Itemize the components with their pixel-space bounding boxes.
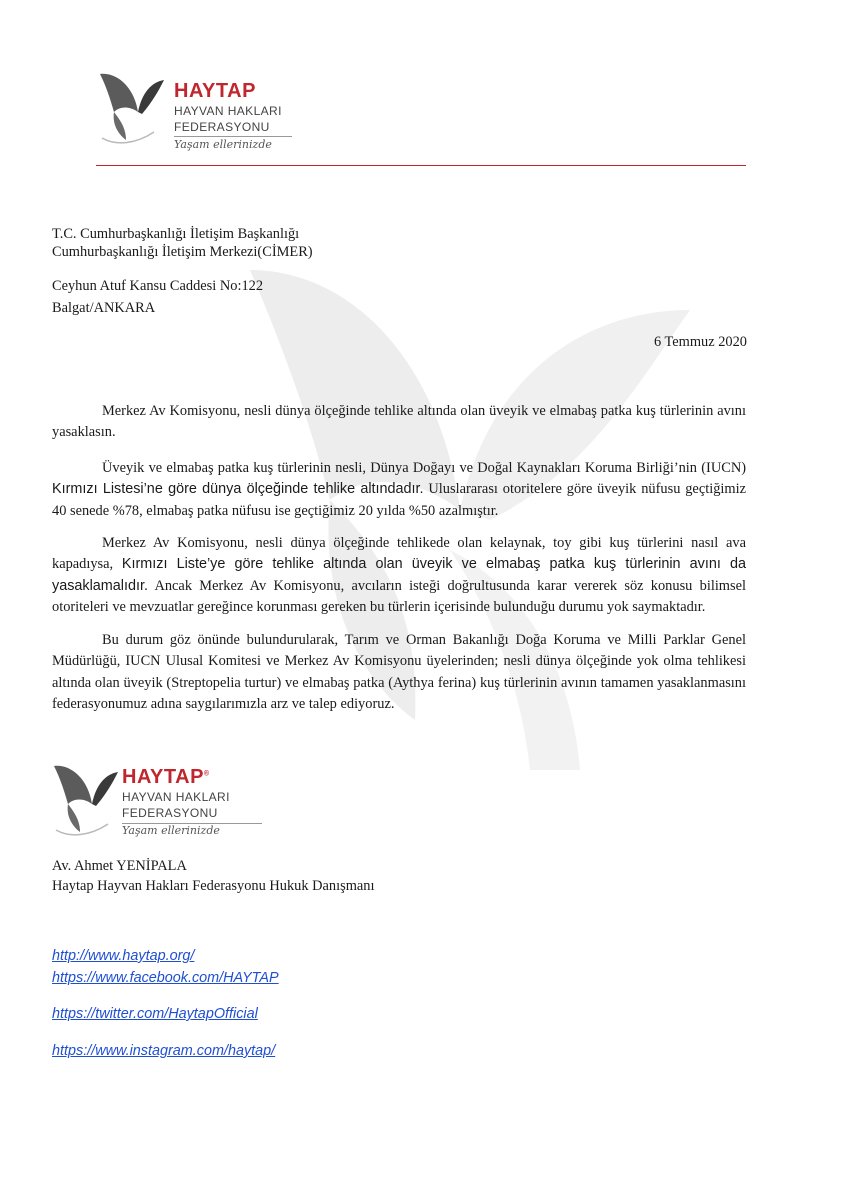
- body-paragraph-1: Merkez Av Komisyonu, nesli dünya ölçeğinde tehlike altında olan üveyik ve elmabaş patka kuş türlerinin avını yasaklasın.: [52, 403, 746, 441]
- body-paragraph-3-part-3: Ancak Merkez Av Komisyonu, avcıların isteği doğrultusunda karar vererek söz konusu bilimsel otoriteleri ve mevzuatlar gereğince korunması gereken bu türlerin içerisinde bulunduğu durumu yok saymaktadır.: [52, 577, 746, 615]
- header-divider: [96, 165, 746, 166]
- body-paragraph-3-part-1: Merkez Av Komisyonu, nesli dünya ölçeğinde tehlikede olan kelaynak, toy gibi kuş türlerini nasıl ava kapadıysa,: [52, 535, 746, 573]
- haytap-logo-header: [96, 68, 306, 158]
- recipient-line-2: Cumhurbaşkanlığı İletişim Merkezi(CİMER): [52, 244, 313, 260]
- body-paragraph-4: Bu durum göz önünde bulundurularak, Tarım ve Orman Bakanlığı Doğa Koruma ve Milli Parklar Genel Müdürlüğü, IUCN Ulusal Komitesi ve Merkez Av Komisyonu üyelerinden; nesli dünya ölçeğinde yok olma tehlikesi altında olan üveyik (Streptopelia turtur) ve elmabaş patka (Aythya ferina) kuş türlerinin avının tamamen yasaklanmasını federasyonumuz adına saygılarımızla arz ve talep ediyoruz.: [52, 632, 746, 712]
- twitter-link[interactable]: https://twitter.com/HaytapOfficial: [52, 1006, 258, 1022]
- butterfly-logo-icon: [96, 68, 166, 148]
- website-link[interactable]: http://www.haytap.org/: [52, 948, 195, 964]
- butterfly-logo-icon: [50, 760, 120, 840]
- logo-brand: HAYTAP: [174, 80, 256, 102]
- facebook-link[interactable]: https://www.facebook.com/HAYTAP: [52, 970, 279, 986]
- recipient-address-2: Balgat/ANKARA: [52, 300, 156, 316]
- recipient-address-1: Ceyhun Atuf Kansu Caddesi No:122: [52, 278, 264, 294]
- recipient-line-1: T.C. Cumhurbaşkanlığı İletişim Başkanlığı: [52, 226, 300, 242]
- logo-line-1: HAYVAN HAKLARI: [122, 790, 230, 804]
- logo-line-2: FEDERASYONU: [174, 120, 270, 134]
- logo-divider: [174, 136, 292, 137]
- registered-mark: ®: [203, 770, 210, 778]
- body-paragraph-2-part-3: Uluslararası otoritelere göre üveyik nüfusu geçtiğimiz 40 senede %78, elmabaş patka nüfusu ise geçtiğimiz 20 yılda %50 azalmıştır.: [52, 481, 746, 519]
- signer-title: Haytap Hayvan Hakları Federasyonu Hukuk Danışmanı: [52, 878, 375, 894]
- body-paragraph-3-part-2: Kırmızı Liste’ye göre tehlike altında olan üveyik ve elmabaş patka kuş türlerinin avını da yasaklamalıdır.: [52, 556, 746, 594]
- logo-brand: [122, 766, 210, 789]
- logo-tagline: Yaşam ellerinizde: [122, 824, 220, 837]
- body-paragraph-2-part-2: Kırmızı Listesi’ne göre dünya ölçeğinde tehlike altındadır.: [52, 481, 424, 498]
- body-paragraph-2: [52, 458, 746, 522]
- haytap-logo-signature: [50, 760, 265, 845]
- logo-line-1: HAYVAN HAKLARI: [174, 104, 282, 118]
- logo-brand-text: HAYTAP: [122, 766, 204, 788]
- instagram-link[interactable]: https://www.instagram.com/haytap/: [52, 1043, 276, 1059]
- logo-line-2: FEDERASYONU: [122, 806, 218, 820]
- butterfly-watermark: [190, 250, 710, 810]
- body-paragraph-2-part-1: Üveyik ve elmabaş patka kuş türlerinin nesli, Dünya Doğayı ve Doğal Kaynakları Koruma Birliği’nin (IUCN): [102, 460, 746, 476]
- signer-name: Av. Ahmet YENİPALA: [52, 858, 187, 874]
- body-paragraph-3: [52, 533, 746, 618]
- letter-date: 6 Temmuz 2020: [653, 334, 747, 350]
- logo-tagline: Yaşam ellerinizde: [174, 138, 272, 151]
